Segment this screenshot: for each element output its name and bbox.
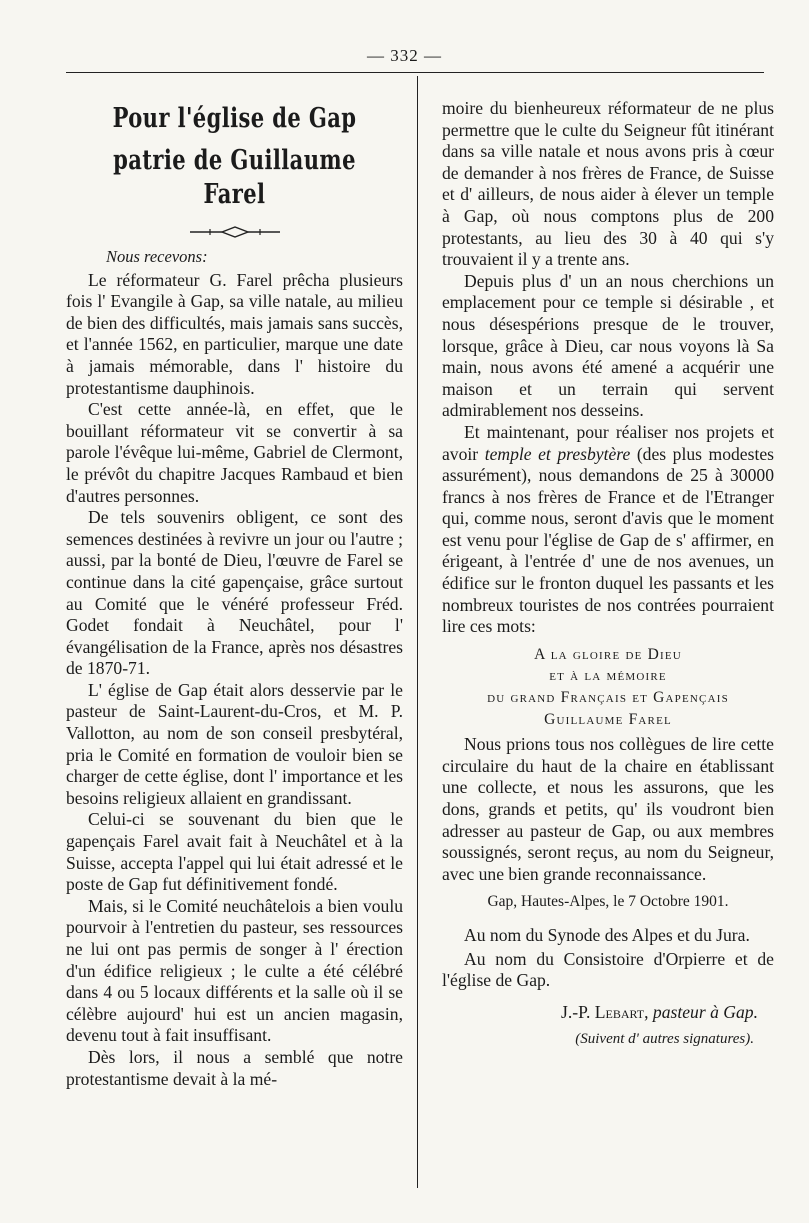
dedication-inscription: [442, 644, 774, 730]
paragraph-maintenant: [442, 422, 774, 638]
date-line: Gap, Hautes-Alpes, le 7 Octobre 1901.: [487, 893, 729, 911]
paragraph: Dès lors, il nous a semblé que notre protestantisme devait à la mé-: [66, 1046, 403, 1089]
paragraph-text: (des plus modestes assurément), nous demandons de 25 à 30000 francs à nos frères de France et de l'Etranger qui, comme nous, seront d'avis que le moment est venu pour l'église de Gap de s' affirmer, en érigeant, à l'entrée d' une de nos avenues, un édifice sur le fronton duquel les passants et les nombreux touristes de nos contrées pourraient lire ces mots:: [442, 443, 774, 637]
signature: [442, 1002, 774, 1024]
paragraph: Mais, si le Comité neuchâtelois a bien voulu pourvoir à l'entretien du pasteur, ses ressources ne lui ont pas permis de songer à l' érection d'un édifice religieux ; le culte a été célébré dans 4 ou 5 locaux différents et la salle où il se célèbre aujourd' hui est un ancien magasin, devenu tout à fait insuffisant.: [66, 895, 403, 1046]
other-signatures-note: (Suivent d' autres signatures).: [575, 1031, 754, 1048]
paragraph-continuation: moire du bienheureux réformateur de ne plus permettre que le culte du Seigneur fût itinérant dans sa ville natale et nous avons pris à cœur de demander à nos frères de France, de Suisse et d' ailleurs, de nous aider à élever un temple à Gap, où nous comptons plus de 200 protestants, au lieu des 30 à 40 qui s'y trouvaient il y a trente ans.: [442, 98, 774, 270]
dedication-line: A la gloire de Dieu: [534, 645, 682, 663]
right-column: [442, 98, 774, 1051]
emphasis-text: temple et presbytère: [484, 443, 631, 464]
dedication-line: du grand Français et Gapençais: [487, 689, 729, 707]
article-intro: Nous recevons:: [106, 247, 208, 266]
consistoire-signoff: Au nom du Consistoire d'Orpierre et de l'église de Gap.: [442, 948, 774, 991]
signature-name: J.-P. Lebart,: [561, 1001, 649, 1022]
column-divider: [417, 76, 418, 1188]
synode-signoff: Au nom du Synode des Alpes et du Jura.: [464, 924, 750, 945]
article-title-line-2: patrie de Guillaume Farel: [113, 145, 356, 210]
paragraph: L' église de Gap était alors desservie par le pasteur de Saint-Laurent-du-Cros, et M. P. Vallotton, au nom de son conseil presbytéral, pria le Comité en formation de vouloir bien se charger de cette église, dont l' importance et les besoins religieux allaient en grandissant.: [66, 679, 403, 808]
dedication-line: Guillaume Farel: [544, 710, 672, 728]
paragraph-text: Et maintenant, pour réaliser nos projets et avoir: [442, 421, 774, 464]
article-title-line-1: Pour l'église de Gap: [112, 103, 357, 134]
paragraph: Le réformateur G. Farel prêcha plusieurs fois l' Evangile à Gap, sa ville natale, au milieu de bien des difficultés, mais jamais sans succès, et l'année 1562, en particulier, marque une date à jamais mémorable, dans l' histoire du protestantisme dauphinois.: [66, 269, 403, 398]
dedication-line: et à la mémoire: [549, 667, 667, 685]
ornament-divider-icon: [190, 226, 280, 238]
paragraph: De tels souvenirs obligent, ce sont des semences destinées à revivre un jour ou l'autre ; aussi, par la bonté de Dieu, l'œuvre de Farel se continue dans la cité gapençaise, grâce surtout au Comité que le vénéré professeur Fréd. Godet fondait à Neuchâtel, pour l' évangélisation de la France, après nos désastres de 1870-71.: [66, 507, 403, 679]
paragraph: Depuis plus d' un an nous cherchions un emplacement pour ce temple si désirable , et nous désespérions presque de le trouver, lorsque, grâce à Dieu, car nous voyons là Sa main, nous avons été amené a acquérir une maison et un terrain qui servent admirablement nos desseins.: [442, 270, 774, 421]
page-number: — 332 —: [367, 46, 442, 65]
signature-role: pasteur à Gap.: [652, 1001, 758, 1022]
paragraph: C'est cette année-là, en effet, que le bouillant réformateur vit se convertir à sa parole l'évêque lui-même, Gabriel de Clermont, le prévôt du chapitre Jacques Rambaud et bien d'autres personnes.: [66, 399, 403, 506]
left-column: [66, 94, 403, 1090]
closing-paragraph: Nous prions tous nos collègues de lire cette circulaire du haut de la chaire en établissant une collecte, et nous les assurons, que les dons, grands et petits, qu' ils voudront bien adresser au pasteur de Gap, ou aux membres soussignés, seront reçus, au nom du Seigneur, avec une bien grande reconnaissance.: [442, 734, 774, 884]
paragraph: Celui-ci se souvenant du bien que le gapençais Farel avait fait à Neuchâtel et à la Suisse, accepta l'appel qui lui était adressé et le poste de Gap fut définitivement fondé.: [66, 809, 403, 895]
header-rule: [66, 72, 764, 73]
